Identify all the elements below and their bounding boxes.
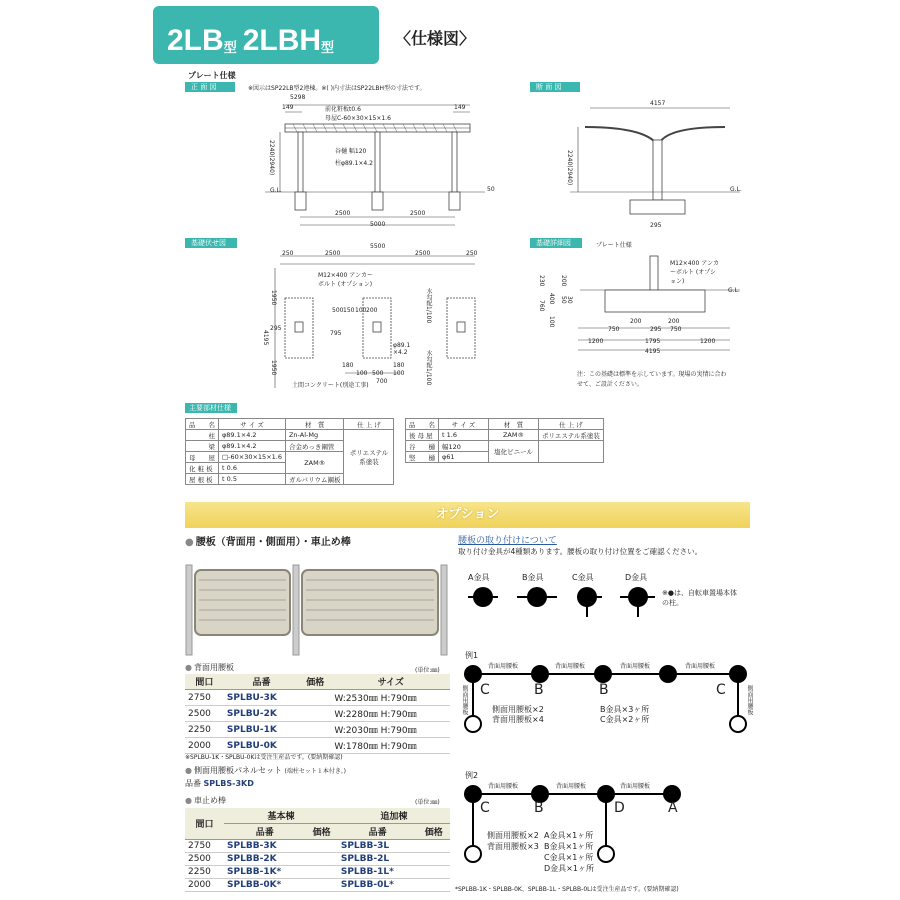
bp-code: SPLBU-2K (224, 706, 299, 722)
ex2-text-f: D金具×1ヶ所 (544, 864, 594, 873)
st-price-b (418, 879, 450, 892)
st-price-a (305, 879, 337, 892)
front-gl: G.L. (270, 187, 282, 194)
bp-width: 2500 (185, 706, 224, 722)
st-h-code-a: 品番 (224, 824, 305, 840)
bp-h-price: 価格 (299, 674, 331, 690)
mat-h-finish: 仕 上 げ (344, 419, 394, 430)
fnd-v1950a: 1950 (270, 290, 277, 306)
st-code-b: SPLBB-0L* (338, 879, 418, 892)
detail-tab: 基礎詳細図 (530, 238, 582, 248)
ex2-text-b: 背面用腰板×3 (487, 842, 539, 851)
ex1-back-2: 背面用腰板 (555, 663, 586, 670)
fnd-d250a: 250 (282, 250, 294, 257)
section-height: 2240(2940) (566, 150, 573, 186)
fnd-ins-500: 500 (332, 307, 344, 314)
back-panel-table (185, 674, 450, 754)
mat-h-name: 品 名 (406, 419, 439, 430)
ex2-letter-3: D (614, 800, 625, 816)
bp-size: W:1780㎜ H:790㎜ (331, 738, 450, 754)
mat-h-material: 材 質 (489, 419, 539, 430)
ex1-letter-4: C (716, 682, 726, 698)
front-dim-left: 149 (282, 104, 294, 111)
front-label-post: 柱φ89.1×4.2 (335, 160, 373, 167)
mat-size: □-60×30×15×1.6 (219, 452, 286, 463)
ex2-text-c: A金具×1ヶ所 (544, 831, 594, 840)
fnd-d5500: 5500 (370, 243, 386, 250)
table-row (185, 879, 450, 892)
st-price-b (418, 840, 450, 853)
detail-anchor: M12×400 アンカーボルト (オプション) (670, 260, 719, 285)
fnd-post: φ89.1 ×4.2 (393, 342, 411, 356)
st-h-width: 間口 (185, 808, 224, 840)
stopper-unit: (単位:㎜) (415, 799, 440, 806)
section-gl: G.L. (730, 186, 742, 193)
st-width: 2250 (185, 866, 224, 879)
detail-v760: 760 (538, 300, 545, 312)
st-code-b: SPLBB-1L* (338, 866, 418, 879)
detail-h750a: 750 (608, 326, 620, 333)
mat-material: 合金めっき鋼管 (285, 441, 343, 452)
bp-width: 2250 (185, 722, 224, 738)
detail-v400: 400 (548, 293, 555, 305)
front-dim-50: 50 (487, 186, 495, 193)
plate-spec-label: プレート仕様 (188, 71, 236, 80)
bp-width: 2750 (185, 690, 224, 706)
front-view-note: ※図示はSP22LB型2連棟。※( )内寸法はSP22LBH型の寸法です。 (248, 85, 426, 92)
mat-name: 竪 樋 (406, 452, 439, 463)
ex2-text-e: C金具×1ヶ所 (544, 853, 594, 862)
ex1-letter-2: B (534, 682, 544, 698)
detail-v50: 50 (560, 296, 567, 304)
bp-width: 2000 (185, 738, 224, 754)
detail-v30: 30 (566, 296, 573, 304)
st-width: 2000 (185, 879, 224, 892)
fnd-slope-1: 水勾配1/100 (425, 288, 432, 324)
bp-code: SPLBU-0K (224, 738, 299, 754)
front-height: 2240(2940) (268, 140, 275, 176)
ex1-back-3: 背面用腰板 (620, 663, 651, 670)
side-panel-code: SPLBS-3KD (203, 779, 254, 788)
ex1-letter-1: C (480, 682, 490, 698)
mat-size: t 1.6 (439, 430, 489, 441)
fnd-slope-2: 水勾配1/100 (425, 350, 432, 386)
back-panel-title: ● 背面用腰板 (185, 662, 234, 673)
ex2-back-1: 背面用腰板 (488, 783, 519, 790)
fnd-b700: 700 (376, 378, 388, 385)
ex1-text-d: C金具×2ヶ所 (600, 715, 650, 724)
bp-h-width: 間口 (185, 674, 224, 690)
bp-size: W:2030㎜ H:790㎜ (331, 722, 450, 738)
option-heading: ● 腰板（背面用・側面用）・車止め棒 (185, 533, 351, 548)
front-label-fascia: 前化粧板t0.6 (325, 106, 361, 113)
bp-h-code: 品番 (224, 674, 299, 690)
bp-size: W:2280㎜ H:790㎜ (331, 706, 450, 722)
mount-desc: 取り付け金具が4種類あります。腰板の取り付け位置をご確認ください。 (458, 547, 703, 556)
fitting-d-icon (620, 587, 655, 617)
ex2-back-2: 背面用腰板 (556, 783, 587, 790)
mat-size: φ89.1×4.2 (219, 430, 286, 441)
ex1-text-a: 側面用腰板×2 (492, 705, 544, 714)
ex2-back-3: 背面用腰板 (620, 783, 651, 790)
mat-name: 母 屋 (186, 452, 219, 463)
mat-name: 屋 根 板 (186, 474, 219, 485)
title-2lb-suffix: 型 (223, 40, 237, 55)
mat-zam: ZAM® (285, 452, 343, 474)
st-price-a (305, 840, 337, 853)
st-code-a: SPLBB-3K (224, 840, 305, 853)
title-2lbh-suffix: 型 (321, 40, 335, 55)
st-price-b (418, 853, 450, 866)
mat-h-material: 材 質 (285, 419, 343, 430)
mat-h-finish: 仕 上 げ (539, 419, 604, 430)
mat-finish (344, 430, 394, 485)
section-width: 4157 (650, 100, 666, 107)
fnd-d2500a: 2500 (325, 250, 341, 257)
mat-size: t 0.6 (219, 463, 286, 474)
mat-finish: ポリエステル系塗装 (539, 430, 604, 441)
mat-name: 梁 (186, 441, 219, 452)
table-row (185, 706, 450, 722)
detail-plate: プレート仕様 (596, 242, 632, 249)
mat-name: 後 母 屋 (406, 430, 439, 441)
fitting-b-label: B金具 (522, 573, 544, 582)
fnd-anchor: M12×400 アンカーボルト (オプション) (318, 272, 373, 288)
materials-table-right (405, 418, 604, 463)
ex1-text-b: 背面用腰板×4 (492, 715, 544, 724)
back-panel-note: ※SPLBU-1K・SPLBU-0Kは受注生産品です。(要納期確認) (185, 754, 343, 761)
st-code-b: SPLBB-3L (338, 840, 418, 853)
panel-photo (183, 560, 453, 660)
detail-h1200b: 1200 (700, 338, 716, 345)
bp-price (299, 690, 331, 706)
detail-h200a: 200 (630, 318, 642, 325)
front-label-gutter: 谷樋 幅120 (335, 148, 367, 155)
st-width: 2750 (185, 840, 224, 853)
mat-material: ガルバリウム鋼板 (285, 474, 343, 485)
mat-zam: ZAM® (489, 430, 539, 441)
bp-price (299, 722, 331, 738)
fnd-b100b: 100 (393, 370, 405, 377)
section-base: 295 (650, 222, 662, 229)
side-panel-extra: (端柱セット１本付き。) (284, 768, 346, 775)
fitting-c-icon (577, 587, 602, 617)
stopper-note: *SPLBB-1K・SPLBB-0K、SPLBB-1L・SPLBB-0Lは受注生産品です。(要納期確認) (455, 886, 679, 893)
back-panel-unit: (単位:㎜) (415, 667, 440, 674)
ex2-text-a: 側面用腰板×2 (487, 831, 539, 840)
ex2-letter-4: A (668, 800, 678, 816)
st-code-a: SPLBB-1K* (224, 866, 305, 879)
ex1-back-4: 背面用腰板 (685, 663, 716, 670)
mat-size: t 0.5 (219, 474, 286, 485)
st-price-b (418, 866, 450, 879)
front-label-purlin: 母屋C-60×30×15×1.6 (325, 115, 391, 122)
fnd-concrete: 土間コンクリート(別途工事) (292, 382, 369, 389)
ex1-text-c: B金具×3ヶ所 (600, 705, 650, 714)
mat-h-name: 品 名 (186, 419, 219, 430)
ex1-diagram (458, 660, 758, 740)
detail-h4195: 4195 (645, 348, 661, 355)
fnd-b180a: 180 (342, 362, 354, 369)
ex2-letter-1: C (480, 800, 490, 816)
fitting-d-label: D金具 (625, 573, 648, 582)
table-row (185, 866, 450, 879)
mat-size: φ89.1×4.2 (219, 441, 286, 452)
mat-name: 谷 樋 (406, 441, 439, 452)
detail-v100: 100 (548, 316, 555, 328)
bp-code: SPLBU-1K (224, 722, 299, 738)
ex1-letter-3: B (599, 682, 609, 698)
front-dim-total: 5298 (290, 94, 306, 101)
ex2-label: 例2 (465, 771, 479, 780)
ex1-side-2: 側面用腰板 (746, 685, 753, 715)
table-row (185, 722, 450, 738)
mat-material: Zn-Al-Mg (285, 430, 343, 441)
fnd-ins-100: 100 (355, 307, 367, 314)
fitting-a-label: A金具 (468, 573, 490, 582)
mat-size: 幅120 (439, 441, 489, 452)
fittings-drawing (460, 582, 660, 622)
bp-h-size: サイズ (331, 674, 450, 690)
mat-finish-empty (539, 441, 604, 463)
mat-name: 柱 (186, 430, 219, 441)
detail-h750b: 750 (670, 326, 682, 333)
stopper-title: ● 車止め棒 (185, 795, 226, 806)
detail-v230: 230 (538, 275, 545, 287)
title-2lbh: 2LBH (242, 24, 322, 57)
fnd-v1950b: 1950 (270, 360, 277, 376)
fnd-v4195: 4195 (262, 330, 269, 346)
fnd-b100a: 100 (356, 370, 368, 377)
fitting-a-icon (468, 587, 498, 607)
materials-label: 主要部材仕様 (185, 403, 237, 413)
fnd-b500: 500 (372, 370, 384, 377)
st-price-a (305, 853, 337, 866)
side-panel-code-label: 品番 (185, 779, 201, 788)
st-h-price-a: 価格 (305, 824, 337, 840)
front-span-1: 2500 (335, 210, 351, 217)
detail-h1795: 1795 (645, 338, 661, 345)
materials-table-left (185, 418, 394, 485)
option-banner: オプション (185, 502, 750, 528)
bp-code: SPLBU-3K (224, 690, 299, 706)
detail-h1200a: 1200 (588, 338, 604, 345)
mat-size: φ61 (439, 452, 489, 463)
fitting-b-icon (517, 587, 557, 607)
page-subtitle: 〈仕様図〉 (395, 29, 476, 48)
st-code-a: SPLBB-0K* (224, 879, 305, 892)
st-width: 2500 (185, 853, 224, 866)
section-view-tab: 断 面 図 (530, 82, 580, 92)
detail-note: 注：この基礎は標準を示しています。現場の実情に合わせて、ご設計ください。 (577, 371, 727, 388)
title-badge (153, 6, 379, 64)
detail-v200: 200 (560, 275, 567, 287)
stopper-table (185, 808, 450, 892)
section-view-drawing (530, 92, 760, 232)
side-panel-title: ● 側面用腰板パネルセット (185, 766, 282, 775)
fnd-ins-200: 200 (366, 307, 378, 314)
fnd-d250b: 250 (466, 250, 478, 257)
bp-price (299, 706, 331, 722)
table-row (185, 840, 450, 853)
st-code-b: SPLBB-2L (338, 853, 418, 866)
table-row (185, 690, 450, 706)
detail-h200b: 200 (668, 318, 680, 325)
mat-name: 化 粧 板 (186, 463, 219, 474)
mount-title: 腰板の取り付けについて (458, 536, 557, 546)
front-view-tab: 正 面 図 (185, 82, 235, 92)
bp-size: W:2530㎜ H:790㎜ (331, 690, 450, 706)
st-h-price-b: 価格 (418, 824, 450, 840)
front-dim-right: 149 (454, 104, 466, 111)
ex1-back-1: 背面用腰板 (488, 663, 519, 670)
st-h-code-b: 品番 (338, 824, 418, 840)
st-h-extra: 追加棟 (338, 808, 450, 824)
mat-pvc: 塩化ビニール (489, 441, 539, 463)
fnd-d2500b: 2500 (415, 250, 431, 257)
fnd-ins-150: 150 (343, 307, 355, 314)
front-span-2: 2500 (410, 210, 426, 217)
ex2-text-d: B金具×1ヶ所 (544, 842, 594, 851)
detail-h295: 295 (650, 326, 662, 333)
ex1-label: 例1 (465, 651, 479, 660)
fnd-v295: 295 (270, 325, 282, 332)
fnd-ins-795: 795 (330, 330, 342, 337)
st-h-basic: 基本棟 (224, 808, 338, 824)
fitting-note: ※●は、自転車置場本体の柱。 (662, 589, 737, 607)
mat-finish-text: ポリエステル系塗装 (349, 449, 389, 466)
fnd-b180b: 180 (393, 362, 405, 369)
title-2lb: 2LB (167, 24, 224, 57)
foundation-tab: 基礎伏せ図 (185, 238, 237, 248)
table-row (185, 853, 450, 866)
ex2-letter-2: B (534, 800, 544, 816)
detail-gl: G.L. (728, 287, 740, 294)
front-span-total: 5000 (370, 221, 386, 228)
st-price-a (305, 866, 337, 879)
ex1-side-1: 側面用腰板 (461, 685, 468, 715)
fitting-c-label: C金具 (572, 573, 594, 582)
mat-h-size: サ イ ズ (439, 419, 489, 430)
st-code-a: SPLBB-2K (224, 853, 305, 866)
mat-h-size: サ イ ズ (219, 419, 286, 430)
